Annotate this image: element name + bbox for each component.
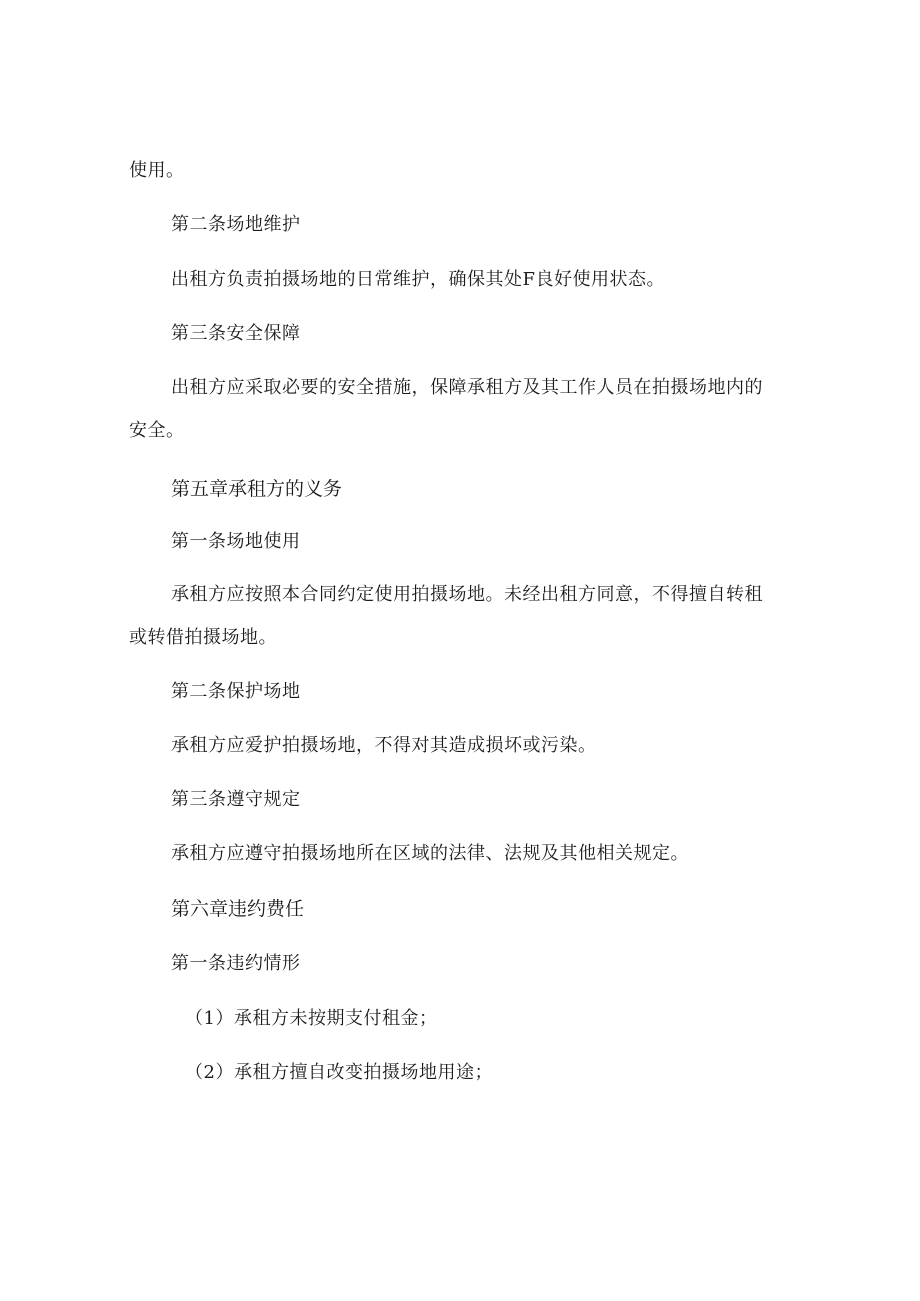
paragraph: 承租方应按照本合同约定使用拍摄场地。未经出租方同意，不得擅自转租 (171, 584, 763, 605)
chapter-heading: 第五章承租方的义务 (171, 478, 343, 500)
paragraph: 承租方应遵守拍摄场地所在区域的法律、法规及其他相关规定。 (171, 843, 689, 864)
article-title: 第三条遵守规定 (171, 789, 301, 810)
list-item: （1）承租方未按期支付租金； (185, 1008, 438, 1029)
list-item: （2）承租方擅自改变拍摄场地用途； (185, 1062, 493, 1083)
chapter-heading: 第六章违约费任 (171, 898, 305, 920)
paragraph-continuation: 或转借拍摄场地。 (129, 627, 277, 648)
article-title: 第三条安全保障 (171, 323, 301, 344)
paragraph-continuation: 安全。 (129, 420, 185, 441)
article-title: 第一条违约情形 (171, 953, 301, 974)
article-title: 第二条保护场地 (171, 681, 301, 702)
paragraph: 出租方应采取必要的安全措施，保障承租方及其工作人员在拍摄场地内的 (171, 377, 763, 398)
paragraph-continuation: 使用。 (129, 160, 185, 181)
paragraph: 出租方负责拍摄场地的日常维护，确保其处F良好使用状态。 (171, 269, 665, 290)
article-title: 第一条场地使用 (171, 531, 301, 552)
paragraph: 承租方应爱护拍摄场地，不得对其造成损坏或污染。 (171, 735, 597, 756)
article-title: 第二条场地维护 (171, 214, 301, 235)
